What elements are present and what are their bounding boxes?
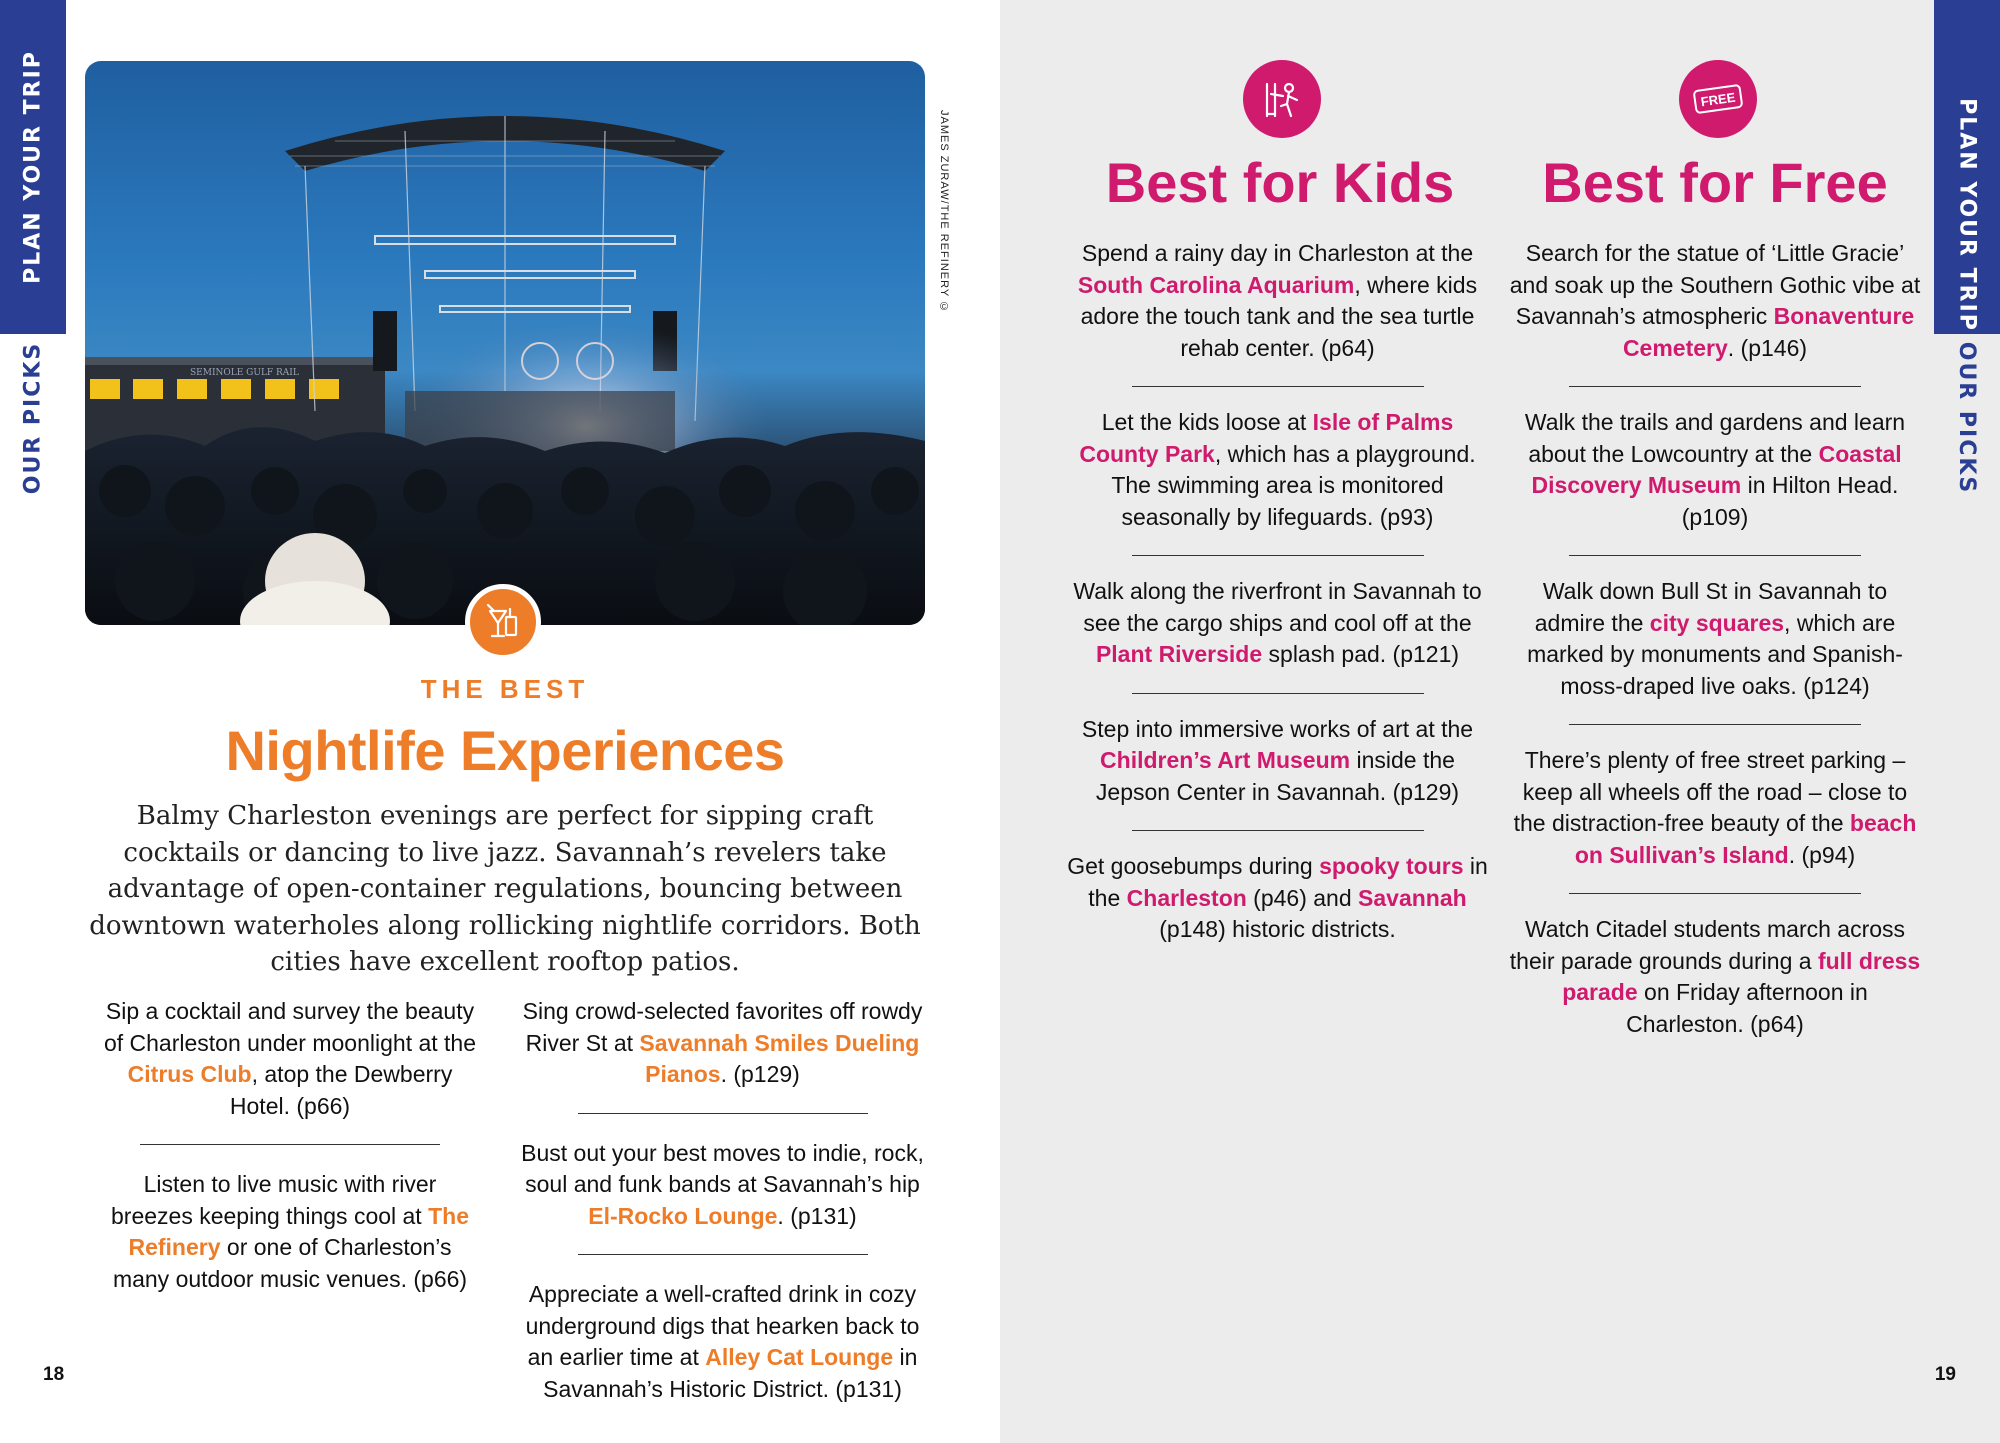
section-title-free: Best for Free — [1542, 151, 1888, 214]
venue-link[interactable]: city squares — [1649, 609, 1785, 636]
divider — [1132, 830, 1424, 831]
page-number-left: 18 — [43, 1364, 65, 1385]
divider — [1132, 693, 1424, 694]
child-play-icon — [1243, 60, 1321, 138]
page-number-right: 19 — [1934, 1364, 1956, 1385]
nightlife-column-2 — [510, 996, 935, 1405]
list-item: Watch Citadel students march across their parade grounds during a full dress parade on Friday afternoon in Charleston. (p64) — [1509, 916, 1921, 1037]
venue-link[interactable]: El-Rocko Lounge — [588, 1202, 778, 1229]
list-item: There’s plenty of free street parking – keep all wheels off the road – close to the distraction-free beauty of the beach on Sullivan’s Island. (p94) — [1513, 747, 1917, 868]
free-tag-label: FREE — [1699, 89, 1737, 110]
divider — [1132, 386, 1424, 387]
list-item: Spend a rainy day in Charleston at the South Carolina Aquarium, where kids adore the touch tank and the sea turtle rehab center. (p64) — [1077, 240, 1478, 361]
section-kicker: THE BEST — [420, 674, 590, 704]
divider — [1569, 555, 1861, 556]
intro-paragraph: Balmy Charleston evenings are perfect for sipping craft cocktails or dancing to live jazz. Savannah’s revelers take advantage of open-container regulations, bouncing between downtown waterholes along rollicking nightlife corridors. Both cities have excellent rooftop patios. — [89, 801, 921, 977]
venue-link[interactable]: spooky tours — [1319, 853, 1464, 879]
venue-link[interactable]: Bonaventure Cemetery — [1622, 303, 1915, 361]
venue-link[interactable]: Alley Cat Lounge — [705, 1344, 894, 1370]
list-item: Search for the statue of ‘Little Gracie’ and soak up the Southern Gothic vibe at Savannah’s atmospheric Bonaventure Cemetery. (p146) — [1509, 240, 1921, 361]
nightlife-column-1 — [100, 996, 480, 1295]
divider — [578, 1113, 868, 1114]
side-tab-our-picks-label-right: OUR PICKS — [1954, 341, 1980, 495]
list-item: Walk the trails and gardens and learn about the Lowcountry at the Coastal Discovery Museum in Hilton Head. (p109) — [1524, 409, 1906, 530]
list-item: Walk down Bull St in Savannah to admire the city squares, which are marked by monuments and Spanish-moss-draped live oaks. (p124) — [1527, 578, 1903, 699]
venue-link[interactable]: full dress parade — [1562, 947, 1921, 1005]
side-tab-our-picks-label: OUR PICKS — [20, 341, 46, 495]
divider — [1569, 386, 1861, 387]
venue-link[interactable]: Citrus Club — [127, 1061, 252, 1087]
venue-link[interactable]: beach on Sullivan’s Island — [1574, 810, 1917, 868]
train-sign-text: SEMINOLE GULF RAIL — [190, 368, 299, 378]
list-item: Appreciate a well-crafted drink in cozy underground digs that hearken back to an earlier time at Alley Cat Lounge in Savannah’s Historic District. (p131) — [525, 1281, 920, 1402]
venue-link[interactable]: Charleston — [1126, 884, 1247, 911]
side-tab-plan-label-right: PLAN YOUR TRIP — [1954, 98, 1980, 332]
list-item: Walk along the riverfront in Savannah to see the cargo ships and cool off at the Plant Riverside splash pad. (p121) — [1073, 578, 1482, 667]
list-item: Listen to live music with river breezes keeping things cool at The Refinery or one of Charleston’s many outdoor music venues. (p66) — [111, 1171, 469, 1292]
divider — [1569, 893, 1861, 894]
page-title-nightlife: Nightlife Experiences — [225, 719, 785, 782]
side-tab-plan-label: PLAN YOUR TRIP — [20, 50, 46, 284]
list-item: Let the kids loose at Isle of Palms County Park, which has a playground. The swimming area is monitored seasonally by lifeguards. (p93) — [1079, 409, 1476, 530]
divider — [140, 1144, 440, 1145]
photo-credit: JAMES ZURAW/THE REFINERY © — [938, 110, 950, 315]
cocktail-glasses-icon — [465, 584, 541, 660]
venue-link[interactable]: Isle of Palms County Park — [1079, 409, 1454, 467]
list-item: Bust out your best moves to indie, rock, soul and funk bands at Savannah’s hip El-Rocko Lounge. (p131) — [521, 1139, 924, 1229]
concert-photo — [85, 61, 925, 625]
list-item: Get goosebumps during spooky tours in the Charleston (p46) and Savannah (p148) historic districts. — [1067, 853, 1488, 942]
venue-link[interactable]: Children’s Art Museum — [1100, 747, 1351, 773]
list-item: Sip a cocktail and survey the beauty of Charleston under moonlight at the Citrus Club, atop the Dewberry Hotel. (p66) — [103, 998, 477, 1119]
venue-link[interactable]: Savannah — [1358, 884, 1467, 911]
venue-link[interactable]: The Refinery — [128, 1202, 469, 1260]
list-item: Sing crowd-selected favorites off rowdy River St at Savannah Smiles Dueling Pianos. (p129) — [522, 998, 923, 1087]
section-title-kids: Best for Kids — [1105, 151, 1455, 214]
venue-link[interactable]: Plant Riverside — [1095, 641, 1263, 667]
divider — [1569, 724, 1861, 725]
divider — [1132, 555, 1424, 556]
venue-link[interactable]: Coastal Discovery Museum — [1531, 440, 1902, 498]
free-tag-icon — [1679, 60, 1757, 138]
list-item: Step into immersive works of art at the Children’s Art Museum inside the Jepson Center in Savannah. (p129) — [1081, 715, 1474, 805]
venue-link[interactable]: South Carolina Aquarium — [1077, 271, 1355, 298]
free-column — [1505, 238, 1925, 1040]
kids-column — [1065, 238, 1490, 946]
venue-link[interactable]: Savannah Smiles Dueling Pianos — [639, 1029, 920, 1087]
divider — [578, 1254, 868, 1255]
